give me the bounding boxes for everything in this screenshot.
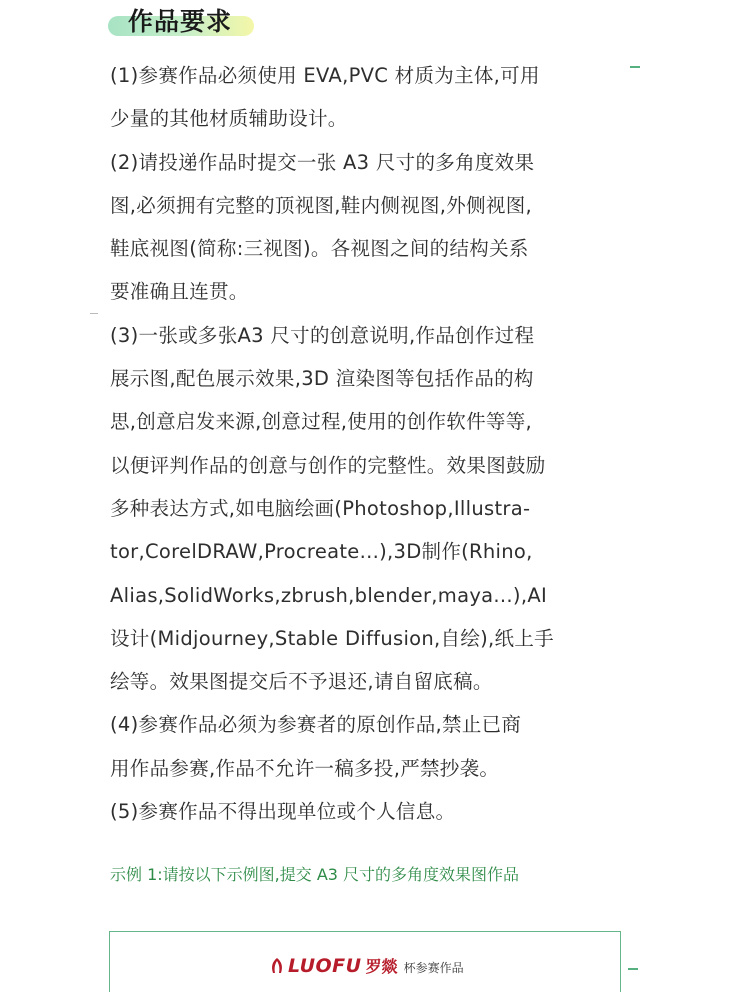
requirements-content bbox=[110, 54, 626, 833]
brand-mark-icon bbox=[270, 957, 284, 975]
section-title bbox=[108, 2, 254, 38]
requirement-4 bbox=[110, 703, 626, 790]
requirement-line: 多种表达方式,如电脑绘画(Photoshop,Illustra- bbox=[110, 496, 531, 520]
requirement-1 bbox=[110, 54, 626, 141]
brand-suffix: 杯参赛作品 bbox=[403, 961, 464, 975]
brand-name-cn: 罗燚 bbox=[365, 957, 398, 976]
requirement-line: (2)请投递作品时提交一张 A3 尺寸的多角度效果 bbox=[110, 150, 535, 174]
requirement-line: 思,创意启发来源,创意过程,使用的创作软件等等, bbox=[110, 410, 532, 434]
requirement-line: 图,必须拥有完整的顶视图,鞋内侧视图,外侧视图, bbox=[110, 193, 532, 217]
requirement-line: (5)参赛作品不得出现单位或个人信息。 bbox=[110, 800, 456, 824]
requirement-3 bbox=[110, 314, 626, 704]
requirement-line: 少量的其他材质辅助设计。 bbox=[110, 107, 348, 131]
decor-tick-left bbox=[90, 313, 98, 314]
brand-logo bbox=[270, 954, 464, 977]
requirement-line: 绘等。效果图提交后不予退还,请自留底稿。 bbox=[110, 670, 493, 694]
requirement-line: (3)一张或多张A3 尺寸的创意说明,作品创作过程 bbox=[110, 323, 535, 347]
brand-name-en: LUOFU bbox=[288, 955, 362, 977]
requirement-2 bbox=[110, 141, 626, 314]
decor-tick-right bbox=[630, 66, 640, 68]
requirement-line: 设计(Midjourney,Stable Diffusion,自绘),纸上手 bbox=[110, 626, 554, 650]
requirement-line: 要准确且连贯。 bbox=[110, 280, 249, 304]
requirement-line: Alias,SolidWorks,zbrush,blender,maya...),AI bbox=[110, 583, 548, 607]
decor-tick-bottom-right bbox=[628, 968, 638, 970]
example-image-card bbox=[109, 931, 621, 992]
requirement-line: 展示图,配色展示效果,3D 渲染图等包括作品的构 bbox=[110, 367, 534, 391]
requirement-line: 以便评判作品的创意与创作的完整性。效果图鼓励 bbox=[110, 453, 546, 477]
requirement-line: 鞋底视图(简称:三视图)。各视图之间的结构关系 bbox=[110, 237, 529, 261]
requirement-line: 用作品参赛,作品不允许一稿多投,严禁抄袭。 bbox=[110, 756, 500, 780]
requirement-5 bbox=[110, 790, 626, 833]
requirement-line: (1)参赛作品必须使用 EVA,PVC 材质为主体,可用 bbox=[110, 64, 540, 87]
requirement-line: tor,CorelDRAW,Procreate...),3D制作(Rhino, bbox=[110, 540, 533, 564]
section-title-text: 作品要求 bbox=[128, 7, 233, 36]
example-caption: 示例 1:请按以下示例图,提交 A3 尺寸的多角度效果图作品 bbox=[110, 865, 520, 884]
requirement-line: (4)参赛作品必须为参赛者的原创作品,禁止已商 bbox=[110, 713, 522, 737]
